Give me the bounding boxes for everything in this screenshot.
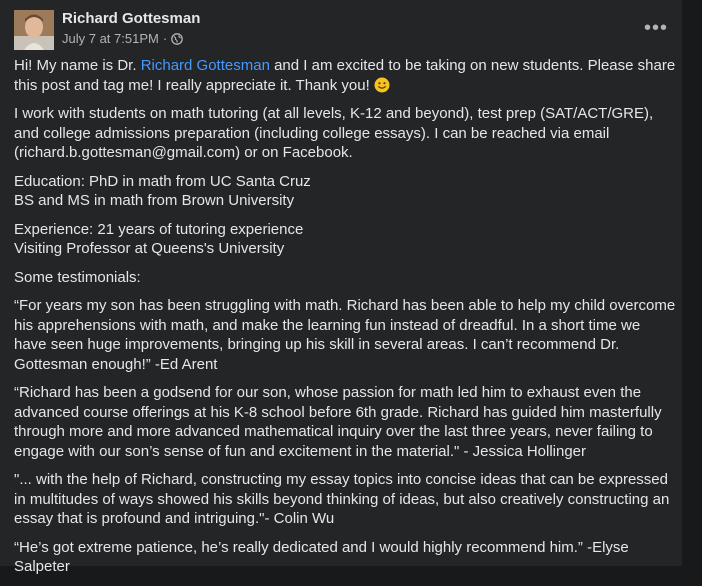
- testimonial: "... with the help of Richard, constructing my essay topics into concise ideas that can be expressed in multitudes of ways showed his skills beyond thinking of ideas, but also creatively constructing an essay that is profound and intriguing."- Colin Wu: [14, 471, 670, 527]
- education-line: BS and MS in math from Brown University: [14, 192, 295, 209]
- author-mention-link[interactable]: Richard Gottesman: [140, 57, 270, 74]
- globe-icon: [171, 33, 183, 45]
- post-header: [14, 8, 674, 52]
- smile-emoji-icon: [374, 77, 390, 93]
- author-name[interactable]: Richard Gottesman: [62, 10, 201, 27]
- meta-separator: ·: [162, 31, 168, 46]
- post-meta: [62, 31, 183, 46]
- testimonials-heading: Some testimonials:: [14, 268, 141, 286]
- testimonial: “Richard has been a godsend for our son, whose passion for math led him to exhaust even the advanced course offerings at his K-8 school before 6th grade. Richard has guided him masterfully through more and more advanced mathematical inquiry over the last three years, never failing to engage with our son’s sense of fun and excitement in the material." - Jessica Hollinger: [14, 384, 662, 460]
- avatar[interactable]: [14, 10, 54, 50]
- experience-paragraph: [14, 220, 676, 259]
- services-paragraph: I work with students on math tutoring (at all levels, K-12 and beyond), test prep (SAT/ACT/GRE), and college admissions preparation (including college essays). I can be reached via email (richard.b.gottesman@gmail.com) or on Facebook.: [14, 105, 654, 161]
- intro-text-end: and I am excited to be taking on new students. Please share this post and tag me! I really appreciate it. Thank you!: [14, 57, 676, 94]
- avatar-image: [14, 10, 54, 50]
- testimonial: “He’s got extreme patience, he’s really dedicated and I would highly recommend him.” -Elyse Salpeter: [14, 538, 629, 575]
- testimonial: “For years my son has been struggling with math. Richard has been able to help my child overcome his apprehensions with math, and make the learning fun instead of dreadful. In a short time we have seen huge improvements, bringing up his skill in several areas. I can’t recommend Dr. Gottesman enough!” -Ed Arent: [14, 297, 676, 373]
- more-options-icon[interactable]: •••: [643, 16, 668, 39]
- experience-line: Visiting Professor at Queens's University: [14, 240, 285, 257]
- intro-text-start: Hi! My name is Dr.: [14, 57, 141, 74]
- education-paragraph: [14, 172, 676, 211]
- experience-line: Experience: 21 years of tutoring experience: [14, 220, 304, 238]
- education-line: Education: PhD in math from UC Santa Cruz: [14, 172, 311, 190]
- post-date[interactable]: July 7 at 7:51PM: [62, 31, 159, 46]
- intro-paragraph: [14, 56, 676, 95]
- post-body: [14, 56, 676, 586]
